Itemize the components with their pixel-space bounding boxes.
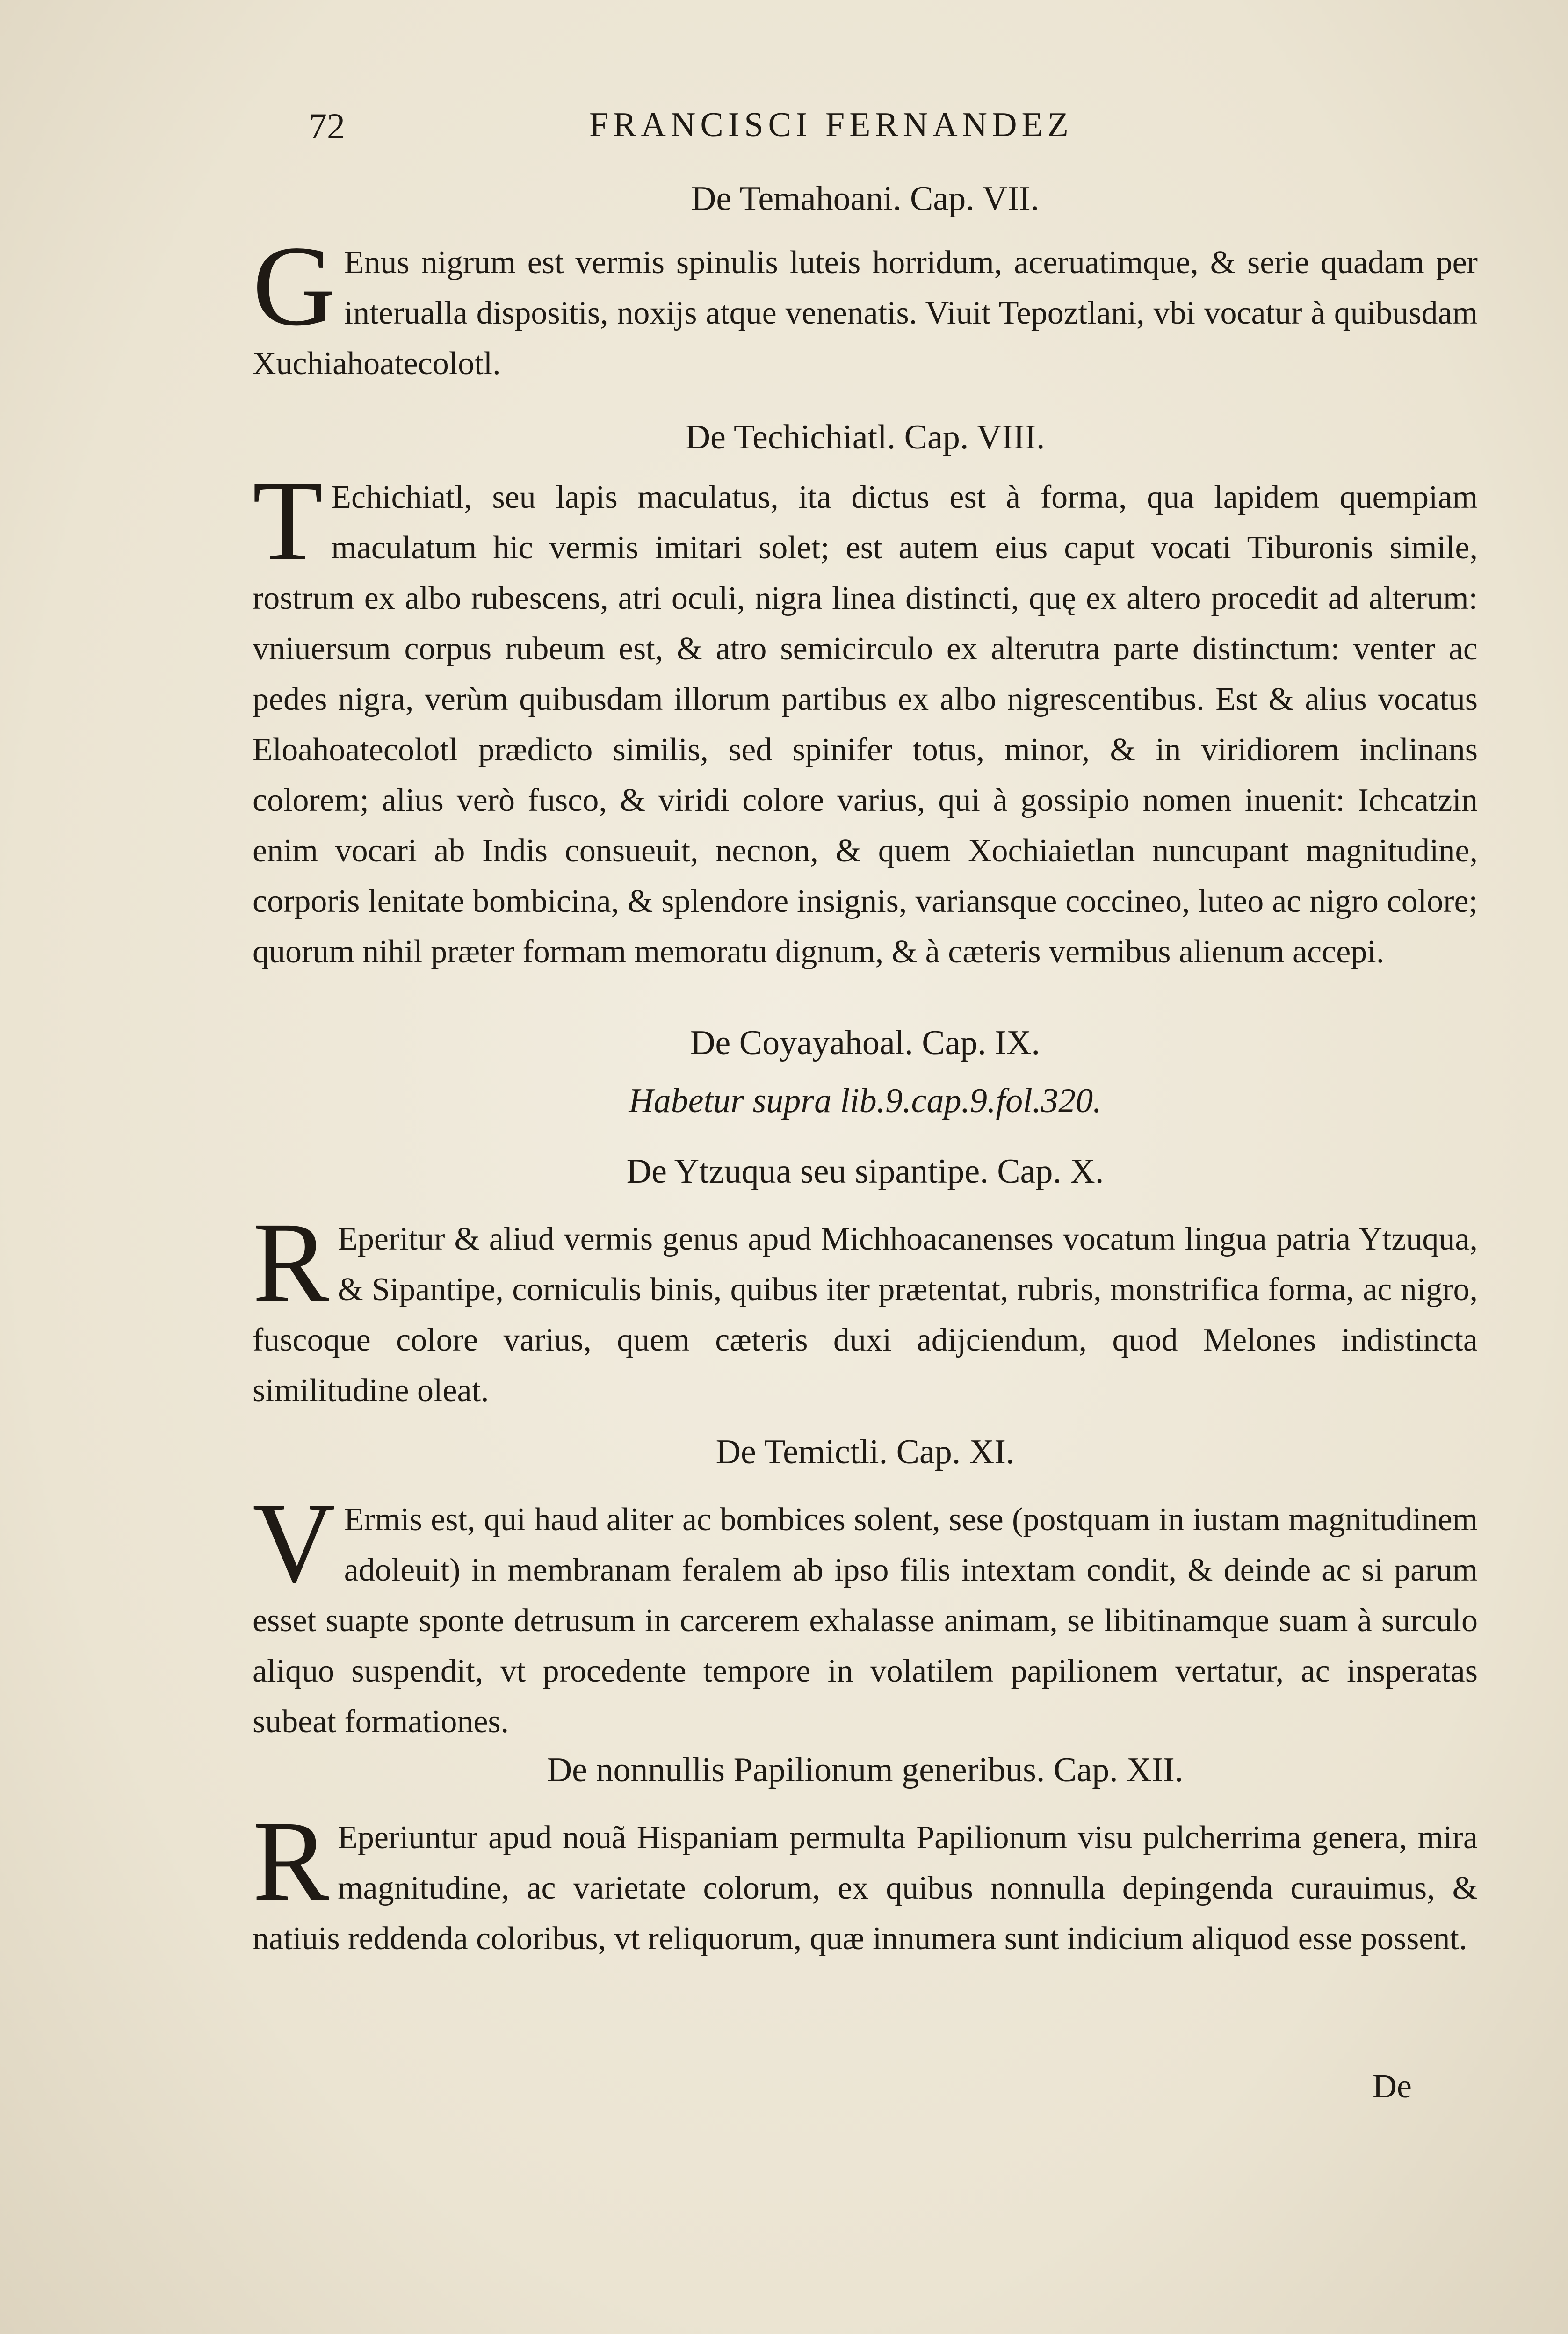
chapter-body-text: Eperiuntur apud nouã Hispaniam permulta Papilionum visu pulcherrima genera, mira magnitudine, ac varietate colorum, ex quibus nonnulla depingenda curauimus, & natiuis reddenda coloribus, vt reliquorum, quæ innumera sunt indicium aliquod esse possent. xyxy=(253,1820,1478,1957)
drop-cap-initial: G xyxy=(253,223,336,350)
chapter-body-text: Eperitur & aliud vermis genus apud Michhoacanenses vocatum lingua patria Ytzuqua, & Sipantipe, corniculis binis, quibus iter prætentat, rubris, monstrifica forma, ac nigro, fuscoque colore varius, quem cæteris duxi adijciendum, quod Melones indistincta similitudine oleat. xyxy=(253,1221,1478,1409)
chapter-12 xyxy=(253,1744,1478,1964)
page-number: 72 xyxy=(309,106,345,146)
chapter-body-text: Enus nigrum est vermis spinulis luteis horridum, aceruatimque, & serie quadam per interualla dispositis, noxijs atque venenatis. Viuit Tepoztlani, vbi vocatur à quibusdam Xuchiahoatecolotl. xyxy=(253,245,1478,382)
chapter-title: De Temahoani. Cap. VII. xyxy=(691,180,1040,218)
cross-reference: Habetur supra lib.9.cap.9.fol.320. xyxy=(629,1082,1102,1120)
chapter-title: De Coyayahoal. Cap. IX. xyxy=(690,1024,1041,1062)
drop-cap-initial: R xyxy=(253,1798,330,1925)
chapter-9 xyxy=(253,1017,1478,1127)
chapter-7 xyxy=(253,173,1478,389)
drop-cap-initial: R xyxy=(253,1199,330,1326)
chapter-body-text: Echichiatl, seu lapis maculatus, ita dictus est à forma, qua lapidem quempiam maculatum hic vermis imitari solet; est autem eius caput vocati Tiburonis simile, rostrum ex albo rubescens, atri oculi, nigra linea distincti, quę ex altero procedit ad alterum: vniuersum corpus rubeum est, & atro semicirculo ex alterutra parte distinctum: venter ac pedes nigra, verùm quibusdam illorum partibus ex albo nigrescentibus. Est & alius vocatus Eloahoatecolotl prædicto similis, sed spinifer totus, minor, & in viridiorem inclinans colorem; alius verò fusco, & viridi colore varius, qui à gossipio nomen inuenit: Ichcatzin enim vocari ab Indis consueuit, necnon, & quem Xochiaietlan nuncupant magnitudine, corporis lenitate bombicina, & splendore insignis, variansque coccineo, luteo ac nigro colore; quorum nihil præter formam memoratu dignum, & à cæteris vermibus alienum accepi. xyxy=(253,479,1478,970)
chapter-8 xyxy=(253,412,1478,977)
chapter-title: De Temictli. Cap. XI. xyxy=(715,1433,1015,1471)
chapter-10 xyxy=(253,1146,1478,1416)
chapter-paragraph xyxy=(253,457,1478,977)
chapter-body-text: Ermis est, qui haud aliter ac bombices solent, sese (postquam in iustam magnitudinem adoleuit) in membranam feralem ab ipso filis intextam condit, & deinde ac si parum esset suapte sponte detrusum in carcerem exhalasse animam, se libitinamque suam à surculo aliquo suspendit, vt procedente tempore in volatilem papilionem vertatur, ac insperatas subeat formationes. xyxy=(253,1502,1478,1740)
chapter-paragraph xyxy=(253,1480,1478,1747)
chapter-title: De nonnullis Papilionum generibus. Cap. XII. xyxy=(547,1751,1184,1789)
chapter-title: De Techichiatl. Cap. VIII. xyxy=(685,418,1045,456)
chapter-paragraph xyxy=(253,1199,1478,1416)
running-title: FRANCISCI FERNANDEZ xyxy=(589,106,1073,144)
catchword: De xyxy=(1373,2067,1412,2105)
chapter-11 xyxy=(253,1426,1478,1747)
drop-cap-initial: T xyxy=(253,457,323,585)
chapter-title: De Ytzuqua seu sipantipe. Cap. X. xyxy=(626,1152,1104,1191)
page-header xyxy=(309,105,1197,157)
chapter-paragraph xyxy=(253,1798,1478,1964)
drop-cap-initial: V xyxy=(253,1480,336,1607)
chapter-paragraph xyxy=(253,223,1478,389)
